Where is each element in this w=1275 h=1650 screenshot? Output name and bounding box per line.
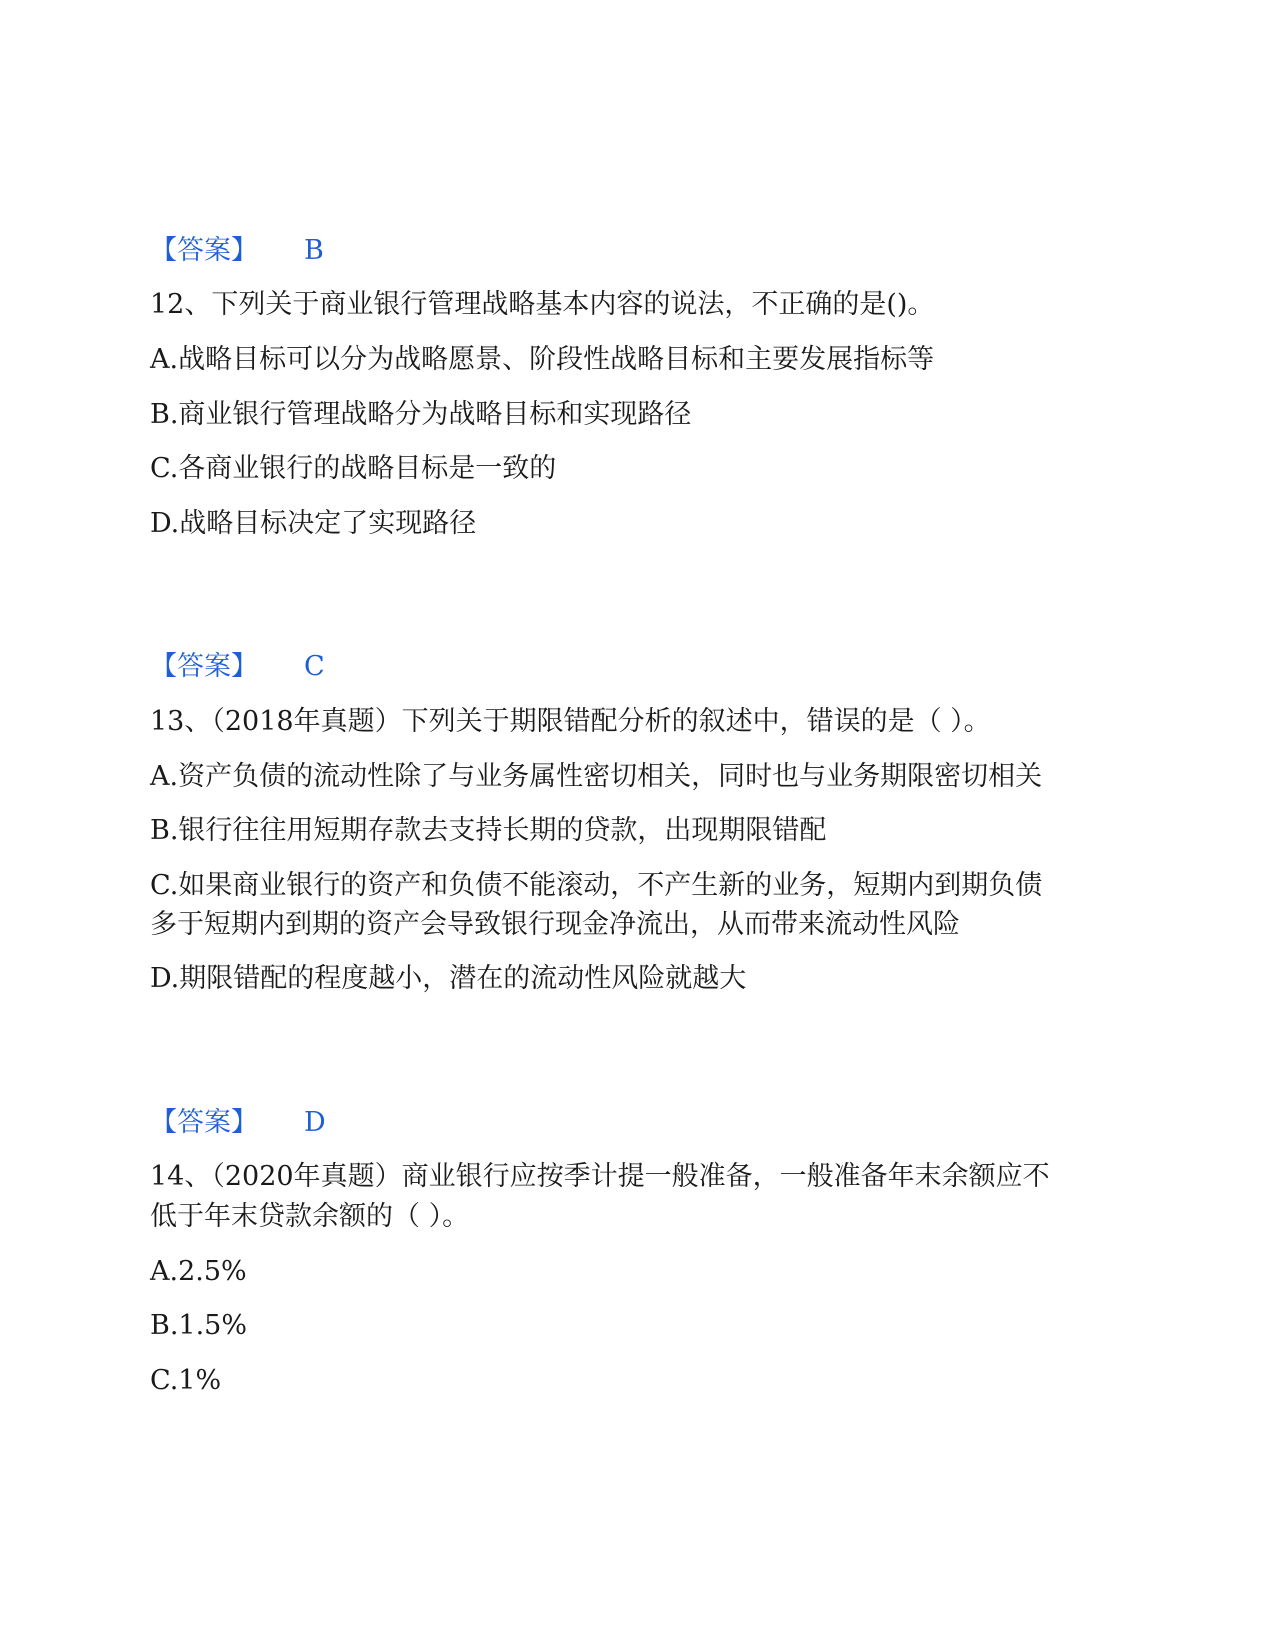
option-a: A.2.5%	[150, 1256, 247, 1287]
option-a: A.资产负债的流动性除了与业务属性密切相关，同时也与业务期限密切相关	[150, 761, 1043, 792]
question-text: 13、（2018年真题）下列关于期限错配分析的叙述中，错误的是（ ）。	[150, 706, 991, 737]
answer-value: C	[304, 651, 325, 682]
option-b: B.银行往往用短期存款去支持长期的贷款，出现期限错配	[150, 815, 827, 846]
option-c: C.1%	[150, 1365, 222, 1396]
answer-line	[150, 236, 324, 266]
question-text: 14、（2020年真题）商业银行应按季计提一般准备，一般准备年末余额应不	[150, 1161, 1050, 1192]
option-c-continued: 多于短期内到期的资产会导致银行现金净流出，从而带来流动性风险	[150, 909, 960, 940]
option-c: C.各商业银行的战略目标是一致的	[150, 453, 557, 484]
question-text-continued: 低于年末贷款余额的（ ）。	[150, 1201, 470, 1232]
option-c: C.如果商业银行的资产和负债不能滚动，不产生新的业务，短期内到期负债	[150, 870, 1043, 901]
option-b: B.商业银行管理战略分为战略目标和实现路径	[150, 399, 692, 430]
answer-line	[150, 1108, 326, 1138]
option-a: A.战略目标可以分为战略愿景、阶段性战略目标和主要发展指标等	[150, 344, 935, 375]
answer-label: 【答案】	[150, 651, 258, 682]
option-d: D.战略目标决定了实现路径	[150, 508, 477, 539]
answer-label: 【答案】	[150, 235, 258, 266]
question-text: 12、下列关于商业银行管理战略基本内容的说法，不正确的是()。	[150, 289, 935, 320]
option-d: D.期限错配的程度越小，潜在的流动性风险就越大	[150, 963, 747, 994]
answer-value: D	[304, 1107, 326, 1138]
answer-line	[150, 652, 325, 682]
option-b: B.1.5%	[150, 1310, 248, 1341]
answer-label: 【答案】	[150, 1107, 258, 1138]
answer-value: B	[304, 235, 324, 266]
